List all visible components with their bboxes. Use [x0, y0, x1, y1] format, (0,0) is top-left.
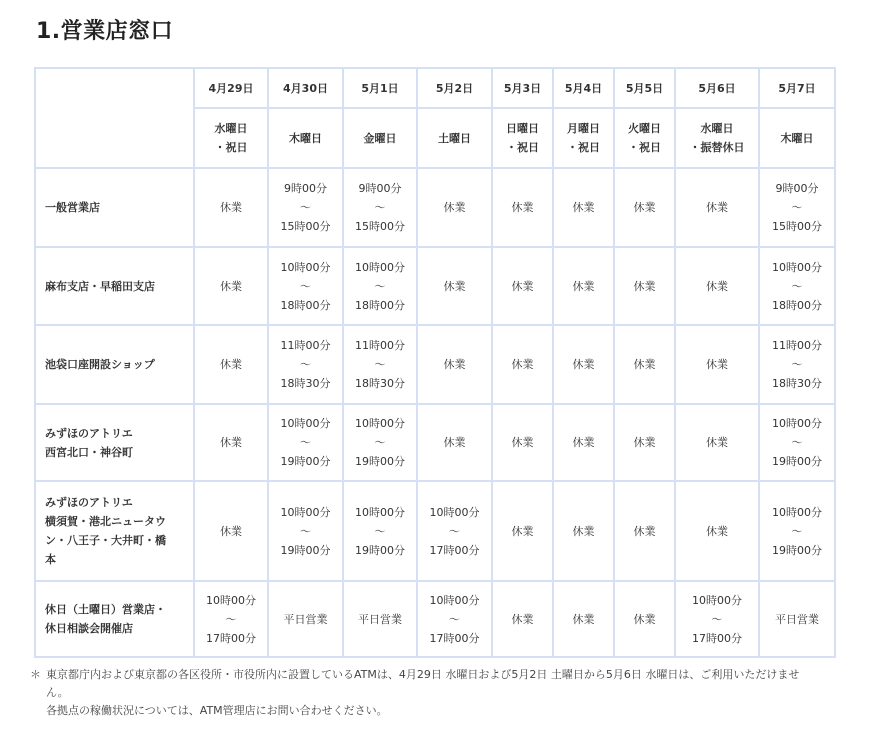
cell-line: 18時00分 — [772, 298, 822, 312]
weekday-header — [759, 108, 835, 168]
hours-cell — [268, 247, 343, 325]
cell-line: 平日営業 — [283, 612, 328, 626]
cell-line: 西宮北口・神谷町 — [45, 445, 133, 459]
footnote-line: ん。 — [46, 686, 69, 699]
hours-cell — [759, 168, 835, 247]
cell-line: 9時00分 — [358, 182, 402, 195]
weekday-header — [553, 108, 614, 168]
table-row — [35, 325, 835, 404]
cell-line: 11時00分 — [280, 339, 331, 352]
hours-cell — [417, 168, 492, 247]
cell-line: 木曜日 — [780, 131, 814, 145]
branch-name — [35, 325, 194, 404]
cell-line: 休業 — [220, 358, 242, 371]
footnote-text — [30, 666, 830, 720]
cell-line: 休業 — [633, 612, 656, 626]
date-header: 4月29日 — [194, 68, 268, 108]
cell-line: 19時00分 — [772, 543, 822, 557]
cell-line: ・祝日 — [506, 141, 539, 154]
cell-line: 10時00分 — [429, 593, 480, 607]
cell-line: 17時00分 — [692, 631, 742, 645]
cell-line: ～ — [300, 279, 311, 293]
table-row — [35, 404, 835, 481]
hours-cell — [268, 481, 343, 581]
cell-line: 休業 — [220, 279, 242, 293]
cell-line: ～ — [300, 358, 311, 371]
hours-cell — [343, 404, 417, 481]
cell-line: 18時00分 — [355, 298, 405, 312]
table-row — [35, 581, 835, 657]
cell-line: みずほのアトリエ — [45, 426, 133, 440]
hours-cell — [553, 481, 614, 581]
cell-line: 木曜日 — [289, 131, 322, 145]
cell-line: みずほのアトリエ — [45, 496, 133, 509]
date-header: 5月1日 — [343, 68, 417, 108]
cell-line: 18時30分 — [355, 377, 405, 390]
cell-line: ～ — [791, 201, 803, 214]
cell-line: ～ — [791, 358, 803, 371]
branch-name — [35, 481, 194, 581]
hours-cell — [759, 581, 835, 657]
hours-cell — [614, 168, 675, 247]
date-header: 5月4日 — [553, 68, 614, 108]
hours-cell — [343, 325, 417, 404]
cell-line: 休業 — [706, 524, 728, 538]
branch-name — [35, 247, 194, 325]
cell-line: ～ — [374, 436, 386, 449]
cell-line: 休業 — [511, 612, 534, 626]
footnote — [30, 666, 830, 720]
hours-cell — [194, 168, 268, 247]
branch-name — [35, 581, 194, 657]
cell-line: ～ — [300, 524, 311, 538]
table-row — [35, 247, 835, 325]
cell-line: 休業 — [633, 201, 656, 214]
cell-line: 本 — [45, 553, 56, 566]
cell-line: ～ — [791, 279, 803, 293]
cell-line: 休日相談会開催店 — [45, 622, 133, 635]
cell-line: 休業 — [511, 358, 534, 371]
hours-cell — [492, 247, 553, 325]
hours-cell — [614, 481, 675, 581]
hours-cell — [194, 404, 268, 481]
cell-line: 休業 — [706, 358, 728, 371]
cell-line: 休業 — [633, 524, 656, 538]
cell-line: 10時00分 — [355, 505, 405, 519]
branch-name — [35, 404, 194, 481]
cell-line: ～ — [711, 612, 723, 626]
hours-cell — [417, 481, 492, 581]
footnote-line: 東京都庁内および東京都の各区役所・市役所内に設置しているATMは、4月29日 水曜日および5月2日 土曜日から5月6日 水曜日は、ご利用いただけませ — [46, 668, 800, 681]
footnote-line: 各拠点の稼働状況については、ATM管理店にお問い合わせください。 — [46, 704, 388, 717]
cell-line: 休業 — [572, 612, 595, 626]
cell-line: 火曜日 — [628, 122, 661, 135]
hours-cell — [675, 581, 759, 657]
cell-line: 休業 — [443, 436, 466, 449]
cell-line: 10時00分 — [772, 260, 822, 274]
cell-line: 10時00分 — [772, 505, 822, 519]
cell-line: 17時00分 — [429, 631, 480, 645]
cell-line: ・祝日 — [214, 141, 248, 154]
cell-line: 日曜日 — [506, 122, 539, 135]
weekday-header — [417, 108, 492, 168]
hours-cell — [759, 481, 835, 581]
hours-cell — [553, 325, 614, 404]
cell-line: 休業 — [443, 201, 466, 214]
hours-cell — [194, 581, 268, 657]
cell-line: 18時00分 — [280, 298, 331, 312]
cell-line: 10時00分 — [429, 505, 480, 519]
cell-line: 横須賀・港北ニュータウ — [45, 515, 166, 528]
hours-cell — [343, 481, 417, 581]
cell-line: 休業 — [443, 279, 466, 293]
hours-cell — [675, 404, 759, 481]
date-header: 5月3日 — [492, 68, 553, 108]
hours-cell — [759, 247, 835, 325]
hours-cell — [553, 581, 614, 657]
hours-cell — [417, 247, 492, 325]
hours-cell — [268, 325, 343, 404]
hours-cell — [675, 481, 759, 581]
cell-line: 休業 — [220, 524, 242, 538]
cell-line: 10時00分 — [355, 260, 405, 274]
cell-line: 平日営業 — [775, 612, 819, 626]
hours-cell — [553, 168, 614, 247]
cell-line: 10時00分 — [772, 417, 822, 430]
cell-line: 10時00分 — [280, 260, 331, 274]
cell-line: 9時00分 — [284, 182, 327, 195]
hours-cell — [675, 168, 759, 247]
weekday-header — [194, 108, 268, 168]
hours-cell — [614, 247, 675, 325]
hours-cell — [675, 247, 759, 325]
cell-line: 15時00分 — [772, 220, 822, 233]
cell-line: 17時00分 — [206, 631, 256, 645]
cell-line: 休業 — [706, 436, 728, 449]
hours-cell — [343, 581, 417, 657]
date-header: 5月5日 — [614, 68, 675, 108]
weekday-header — [268, 108, 343, 168]
hours-cell — [417, 404, 492, 481]
cell-line: 月曜日 — [567, 122, 600, 135]
date-header: 5月7日 — [759, 68, 835, 108]
cell-line: 15時00分 — [280, 220, 331, 233]
cell-line: 9時00分 — [775, 182, 819, 195]
cell-line: ・祝日 — [567, 141, 600, 154]
cell-line: ン・八王子・大井町・橋 — [45, 534, 166, 547]
hours-cell — [417, 325, 492, 404]
cell-line: 11時00分 — [355, 339, 405, 352]
cell-line: 休業 — [443, 358, 466, 371]
cell-line: 金曜日 — [363, 131, 397, 145]
cell-line: 19時00分 — [772, 455, 822, 468]
hours-cell — [492, 404, 553, 481]
hours-cell — [268, 581, 343, 657]
cell-line: 10時00分 — [280, 417, 331, 430]
cell-line: 休業 — [572, 279, 595, 293]
branch-name — [35, 168, 194, 247]
hours-cell — [492, 325, 553, 404]
cell-line: 麻布支店・早稲田支店 — [45, 279, 155, 293]
cell-line: 水曜日 — [214, 122, 248, 135]
cell-line: 平日営業 — [358, 612, 402, 626]
cell-line: 休業 — [633, 436, 656, 449]
cell-line: ・振替休日 — [689, 141, 745, 154]
hours-cell — [614, 404, 675, 481]
cell-line: 休業 — [572, 201, 595, 214]
cell-line: 15時00分 — [355, 220, 405, 233]
cell-line: ～ — [449, 524, 460, 538]
date-header-row — [35, 68, 835, 108]
hours-cell — [492, 168, 553, 247]
table-body — [35, 168, 835, 657]
hours-cell — [417, 581, 492, 657]
hours-cell — [675, 325, 759, 404]
hours-cell — [553, 247, 614, 325]
cell-line: 19時00分 — [355, 455, 405, 468]
cell-line: ～ — [300, 201, 311, 214]
cell-line: ～ — [225, 612, 237, 626]
cell-line: 水曜日 — [700, 122, 734, 135]
date-header: 4月30日 — [268, 68, 343, 108]
hours-cell — [614, 581, 675, 657]
cell-line: 休業 — [220, 436, 242, 449]
cell-line: 休業 — [633, 279, 656, 293]
hours-cell — [759, 404, 835, 481]
cell-line: 10時00分 — [355, 417, 405, 430]
cell-line: 10時00分 — [280, 505, 331, 519]
weekday-header — [492, 108, 553, 168]
cell-line: 19時00分 — [280, 543, 331, 557]
hours-cell — [268, 168, 343, 247]
cell-line: 休業 — [572, 436, 595, 449]
cell-line: 18時30分 — [772, 377, 822, 390]
hours-cell — [492, 581, 553, 657]
hours-cell — [759, 325, 835, 404]
table-row — [35, 481, 835, 581]
cell-line: ～ — [374, 358, 386, 371]
table-row — [35, 168, 835, 247]
cell-line: 休業 — [511, 201, 534, 214]
cell-line: 一般営業店 — [45, 201, 100, 214]
cell-line: 池袋口座開設ショップ — [45, 358, 155, 371]
cell-line: 18時30分 — [280, 377, 331, 390]
hours-cell — [343, 168, 417, 247]
cell-line: 10時00分 — [692, 593, 742, 607]
date-header: 5月2日 — [417, 68, 492, 108]
cell-line: ・祝日 — [628, 141, 661, 154]
hours-cell — [343, 247, 417, 325]
hours-cell — [194, 247, 268, 325]
cell-line: ～ — [791, 524, 803, 538]
cell-line: ～ — [374, 524, 386, 538]
cell-line: 19時00分 — [280, 455, 331, 468]
cell-line: ～ — [374, 201, 386, 214]
cell-line: 休業 — [706, 279, 728, 293]
cell-line: ～ — [374, 279, 386, 293]
weekday-header — [675, 108, 759, 168]
cell-line: 休日（土曜日）営業店・ — [45, 603, 166, 616]
hours-cell — [614, 325, 675, 404]
hours-cell — [268, 404, 343, 481]
hours-cell — [194, 325, 268, 404]
date-header: 5月6日 — [675, 68, 759, 108]
weekday-header — [343, 108, 417, 168]
cell-line: 17時00分 — [429, 543, 480, 557]
cell-line: ～ — [791, 436, 803, 449]
corner-cell — [35, 68, 194, 168]
cell-line: 10時00分 — [206, 593, 256, 607]
schedule-table — [34, 67, 836, 658]
cell-line: 11時00分 — [772, 339, 822, 352]
cell-line: 休業 — [511, 279, 534, 293]
cell-line: 休業 — [706, 201, 728, 214]
cell-line: ～ — [300, 436, 311, 449]
cell-line: 土曜日 — [438, 131, 471, 145]
cell-line: 休業 — [572, 358, 595, 371]
footnote-mark: ＊ — [30, 668, 41, 681]
page-title: 1.営業店窓口 — [36, 19, 174, 44]
cell-line: 19時00分 — [355, 543, 405, 557]
cell-line: 休業 — [511, 436, 534, 449]
hours-cell — [492, 481, 553, 581]
cell-line: 休業 — [572, 524, 595, 538]
hours-cell — [194, 481, 268, 581]
cell-line: 休業 — [511, 524, 534, 538]
cell-line: 休業 — [220, 201, 242, 214]
cell-line: ～ — [449, 612, 460, 626]
hours-cell — [553, 404, 614, 481]
cell-line: 休業 — [633, 358, 656, 371]
weekday-header — [614, 108, 675, 168]
